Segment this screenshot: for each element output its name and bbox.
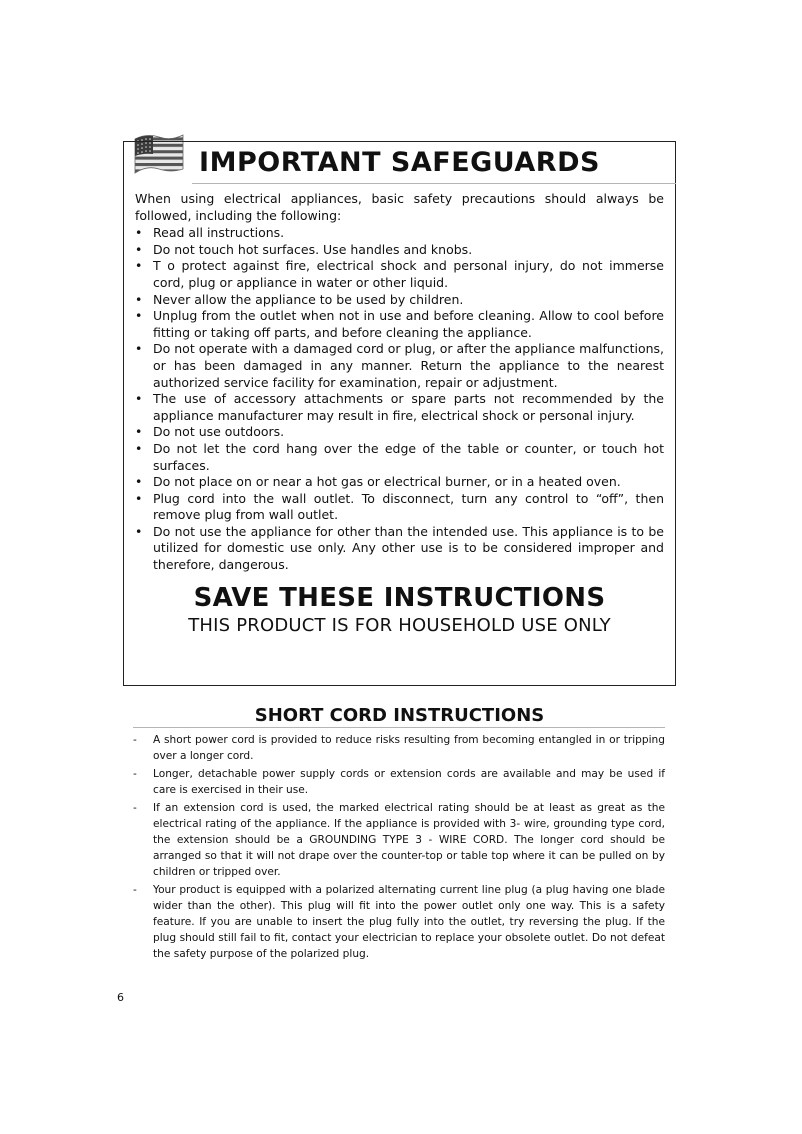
dash-marker: -	[133, 734, 137, 746]
list-item: • Do not let the cord hang over the edge of the table or counter, or touch hot surfaces.	[135, 440, 664, 473]
bullet-icon: •	[135, 225, 143, 241]
dash-marker: -	[133, 768, 137, 780]
short-cord-divider	[133, 727, 665, 728]
dash-marker: -	[133, 802, 137, 814]
bullet-icon: •	[135, 474, 143, 490]
list-item: • Do not touch hot surfaces. Use handles and knobs.	[135, 241, 473, 257]
safeguards-content	[135, 191, 664, 574]
bullet-icon: •	[135, 440, 143, 456]
safeguards-list	[135, 225, 664, 573]
list-item: • T o protect against fire, electrical shock and personal injury, do not immerse cord, plug or appliance in water or other liquid.	[135, 258, 664, 290]
list-item: • Unplug from the outlet when not in use and before cleaning. Allow to cool before fitting or taking off parts, and before cleaning the appliance.	[135, 308, 664, 340]
short-cord-heading: SHORT CORD INSTRUCTIONS	[254, 705, 545, 726]
page-number: 6	[117, 991, 124, 1004]
list-item: • Read all instructions.	[135, 225, 285, 241]
short-cord-list	[133, 732, 665, 964]
page-title: IMPORTANT SAFEGUARDS	[199, 147, 600, 178]
list-item: • Do not operate with a damaged cord or plug, or after the appliance malfunctions, or has been damaged in any manner. Return the appliance to the nearest authorized service facility for examination, repair or adjustment.	[135, 341, 664, 390]
bullet-icon: •	[135, 391, 143, 407]
list-item: - If an extension cord is used, the marked electrical rating should be at least as great as the electrical rating of the appliance. If the appliance is provided with 3- wire, grounding type cord, the extension should be a GROUNDING TYPE 3 - WIRE CORD. The longer cord should be arranged so that it will not drape over the counter-top or table top where it can be pulled on by children or tripped over.	[133, 802, 665, 878]
bullet-icon: •	[135, 341, 143, 357]
list-item: • The use of accessory attachments or spare parts not recommended by the appliance manufacturer may result in fire, electrical shock or personal injury.	[135, 391, 664, 423]
list-item: • Never allow the appliance to be used by children.	[135, 291, 464, 307]
dash-marker: -	[133, 884, 137, 896]
save-instructions-heading: SAVE THESE INSTRUCTIONS	[193, 583, 606, 613]
bullet-icon: •	[135, 424, 143, 440]
list-item: • Do not place on or near a hot gas or electrical burner, or in a heated oven.	[135, 474, 621, 490]
bullet-icon: •	[135, 258, 143, 274]
safeguards-intro: When using electrical appliances, basic safety precautions should always be followed, including the following:	[135, 191, 664, 223]
bullet-icon: •	[135, 241, 143, 257]
bullet-icon: •	[135, 523, 143, 539]
list-item: • Plug cord into the wall outlet. To disconnect, turn any control to “off”, then remove plug from wall outlet.	[135, 490, 664, 523]
list-item: • Do not use outdoors.	[135, 424, 285, 440]
title-divider	[192, 183, 676, 184]
list-item: • Do not use the appliance for other than the intended use. This appliance is to be utilized for domestic use only. Any other use is to be considered improper and therefore, dangerous.	[135, 523, 664, 573]
household-use-notice: THIS PRODUCT IS FOR HOUSEHOLD USE ONLY	[188, 615, 611, 636]
bullet-icon: •	[135, 291, 143, 307]
list-item: - Your product is equipped with a polarized alternating current line plug (a plug having one blade wider than the other). This plug will fit into the power outlet only one way. This is a safety feature. If you are unable to insert the plug fully into the outlet, try reversing the plug. If the plug should still fail to fit, contact your electrician to replace your obsolete outlet. Do not defeat the safety purpose of the polarized plug.	[133, 884, 665, 960]
list-item: - Longer, detachable power supply cords or extension cords are available and may be used if care is exercised in their use.	[133, 768, 665, 796]
bullet-icon: •	[135, 490, 143, 506]
bullet-icon: •	[135, 308, 143, 324]
list-item: - A short power cord is provided to reduce risks resulting from becoming entangled in or tripping over a longer cord.	[133, 734, 665, 762]
